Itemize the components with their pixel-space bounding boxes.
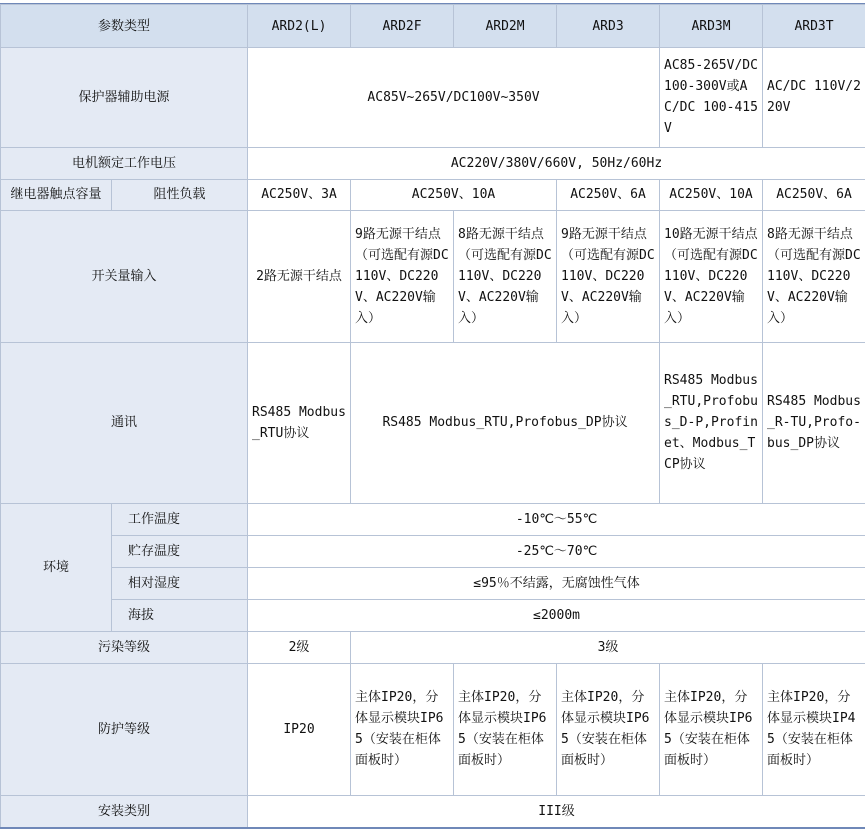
cell-value: 8路无源干结点（可选配有源DC110V、DC220V、AC220V输入）: [454, 210, 557, 342]
cell-value: 3级: [351, 631, 865, 663]
cell-value: -25℃～70℃: [248, 535, 865, 567]
cell-value: AC250V、3A: [248, 179, 351, 210]
row-label: 通讯: [1, 342, 248, 504]
cell-value: 8路无源干结点（可选配有源DC110V、DC220V、AC220V输入）: [763, 210, 865, 342]
env-row: [1, 535, 865, 567]
env-row: [1, 599, 865, 631]
aux-power-row: [1, 48, 865, 147]
cell-value: ≤2000m: [248, 599, 865, 631]
row-sublabel: 海拔: [112, 599, 248, 631]
cell-value: AC250V、10A: [660, 179, 763, 210]
cell-value: AC250V、10A: [351, 179, 557, 210]
cell-value: AC/DC 110V/220V: [763, 48, 865, 147]
row-sublabel: 阻性负载: [112, 179, 248, 210]
pollution-row: [1, 631, 865, 663]
switch-input-row: [1, 210, 865, 342]
model-header: ARD3M: [660, 5, 763, 48]
cell-value: AC85-265V/DC100-300V或AC/DC 100-415V: [660, 48, 763, 147]
row-sublabel: 相对湿度: [112, 567, 248, 599]
model-header: ARD2M: [454, 5, 557, 48]
cell-value: IP20: [248, 664, 351, 796]
model-header: ARD2(L): [248, 5, 351, 48]
row-label: 环境: [1, 504, 112, 632]
row-label: 保护器辅助电源: [1, 48, 248, 147]
bottom-rule: [0, 827, 865, 829]
row-label: 继电器触点容量: [1, 179, 112, 210]
model-header: ARD2F: [351, 5, 454, 48]
cell-value: 9路无源干结点（可选配有源DC110V、DC220V、AC220V输入）: [557, 210, 660, 342]
comm-row: [1, 342, 865, 504]
cell-value: III级: [248, 795, 865, 827]
cell-value: RS485 Modbus_R-TU,Profo-bus_DP协议: [763, 342, 865, 504]
row-sublabel: 工作温度: [112, 504, 248, 535]
protection-row: [1, 664, 865, 796]
cell-value: 10路无源干结点（可选配有源DC110V、DC220V、AC220V输入）: [660, 210, 763, 342]
row-label: 防护等级: [1, 664, 248, 796]
cell-value: AC220V/380V/660V, 50Hz/60Hz: [248, 147, 865, 179]
model-header: ARD3T: [763, 5, 865, 48]
cell-value: AC85V~265V/DC100V~350V: [248, 48, 660, 147]
cell-value: AC250V、6A: [763, 179, 865, 210]
cell-value: 2路无源干结点: [248, 210, 351, 342]
install-row: [1, 795, 865, 827]
model-header: ARD3: [557, 5, 660, 48]
cell-value: 主体IP20，分体显示模块IP65（安装在柜体面板时）: [557, 664, 660, 796]
cell-value: RS485 Modbus_RTU协议: [248, 342, 351, 504]
cell-value: ≤95％不结露，无腐蚀性气体: [248, 567, 865, 599]
cell-value: 主体IP20，分体显示模块IP45（安装在柜体面板时）: [763, 664, 865, 796]
motor-voltage-row: [1, 147, 865, 179]
cell-value: RS485 Modbus_RTU,Profobus_DP协议: [351, 342, 660, 504]
relay-row: [1, 179, 865, 210]
row-label: 电机额定工作电压: [1, 147, 248, 179]
cell-value: AC250V、6A: [557, 179, 660, 210]
row-label: 安装类别: [1, 795, 248, 827]
cell-value: -10℃～55℃: [248, 504, 865, 535]
env-row: [1, 567, 865, 599]
cell-value: 9路无源干结点（可选配有源DC110V、DC220V、AC220V输入）: [351, 210, 454, 342]
row-label: 开关量输入: [1, 210, 248, 342]
cell-value: 主体IP20，分体显示模块IP65（安装在柜体面板时）: [660, 664, 763, 796]
spec-table: [0, 4, 865, 828]
cell-value: 主体IP20，分体显示模块IP65（安装在柜体面板时）: [454, 664, 557, 796]
cell-value: RS485 Modbus_RTU,Profobus_D-P,Profinet、Modbus_TCP协议: [660, 342, 763, 504]
row-label: 污染等级: [1, 631, 248, 663]
env-row: [1, 504, 865, 535]
cell-value: 2级: [248, 631, 351, 663]
param-type-header: 参数类型: [1, 5, 248, 48]
row-sublabel: 贮存温度: [112, 535, 248, 567]
cell-value: 主体IP20，分体显示模块IP65（安装在柜体面板时）: [351, 664, 454, 796]
header-row: [1, 5, 865, 48]
